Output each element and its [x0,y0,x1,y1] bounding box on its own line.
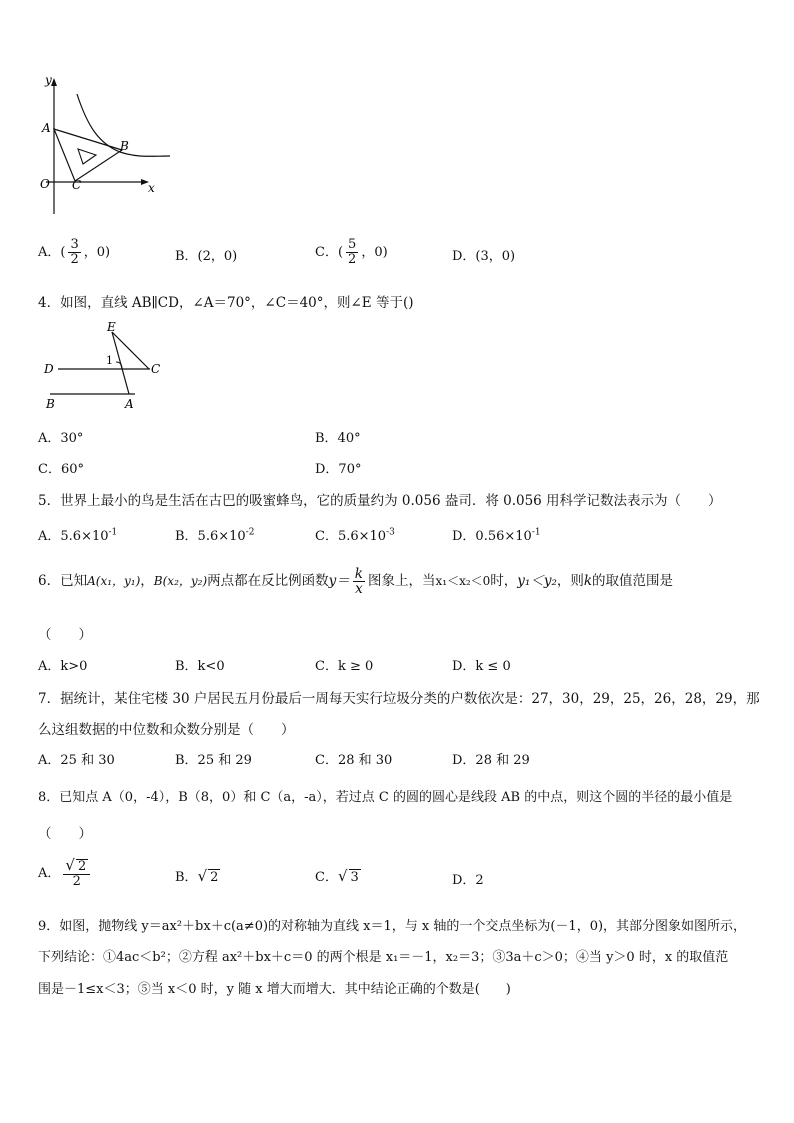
q3-inner-triangle [78,149,96,164]
q3-option-a-suffix: ，0) [83,245,111,260]
q8-option-b[interactable] [175,866,220,885]
q4-stem: 4．如图，直线 AB∥CD，∠A＝70°，∠C＝40°，则∠E 等于() [38,295,414,311]
q6-paren: （ ） [38,627,92,643]
q3-triangle-abc [54,129,122,181]
q6-func-den: x [355,581,363,597]
q9-line-3: 围是－1≤x＜3；⑤当 x＜0 时，y 随 x 增大而增大．其中结论正确的个数是( ) [38,982,511,997]
q6-k: k [583,573,593,589]
q4-label-a: A [125,397,134,411]
q3-option-c-prefix: C．( [315,245,344,260]
q5-option-d[interactable] [452,525,541,544]
q3-option-c-den: 2 [348,252,357,267]
q6-part1: 6．已知 [38,573,88,589]
q4-option-b[interactable]: B．40° [315,431,361,446]
q4-label-c: C [151,362,161,376]
q6-option-c[interactable]: C．k ≥ 0 [315,659,374,674]
q3-option-a-fraction [68,238,80,267]
q8-option-d[interactable]: D．2 [452,873,484,888]
q8-option-a-num [63,858,90,875]
q3-option-a-den: 2 [70,252,79,267]
q6-func-fraction [353,567,365,596]
q3-option-b[interactable]: B．(2，0) [175,249,238,264]
q8-option-a-radical-icon: √ [65,856,75,874]
q9-line-1: 9．如图，抛物线 y＝ax²＋bx＋c(a≠0)的对称轴为直线 x＝1，与 x 轴的一个交点坐标为(－1，0)，其部分图象如图所示， [38,919,747,934]
q3-option-a-num: 3 [70,237,79,252]
q5-option-d-base: D．0.56×10 [452,529,532,544]
q5-option-b-exp: -2 [245,527,255,538]
q6-cond2: y₁＜y₂ [517,573,557,589]
q6-part2: 两点都在反比例函数 [207,573,329,589]
q8-option-c-prefix: C． [315,870,338,885]
q5-option-b[interactable] [175,525,254,544]
q8-option-c-radical-icon: √ [337,867,348,885]
q8-option-b-radicand: 2 [210,870,219,885]
q4-label-e: E [107,320,116,334]
q4-label-1: 1 [106,354,113,367]
q8-option-a-prefix: A． [38,866,61,881]
q6-point-b: B(x₂，y₂) [153,574,208,588]
q6-part5: ，则 [556,573,584,589]
q8-option-a-fraction [63,858,90,889]
q4-label-b: B [46,397,55,411]
q5-option-b-base: B．5.6×10 [175,529,246,544]
q6-part6: 的取值范围是 [592,573,674,589]
q6-cond1: x₁＜x₂＜0 [435,574,491,588]
q6-part4: 时， [490,573,518,589]
q6-func-lhs: y＝ [328,573,350,589]
q6-stem [38,567,673,596]
q7-line-2: 么这组数据的中位数和众数分别是（ ） [38,722,295,738]
q3-option-d[interactable]: D．(3，0) [452,249,516,264]
q4-label-d: D [44,362,54,376]
q4-figure [40,318,170,413]
q8-option-a-den: 2 [72,874,81,889]
q7-line-1: 7．据统计，某住宅楼 30 户居民五月份最后一周每天实行垃圾分类的户数依次是：27，30，29，25，26，28，29，那 [38,691,760,707]
q3-option-a[interactable] [38,238,110,267]
q3-figure [30,72,180,222]
q3-option-c-fraction [346,238,358,267]
q5-option-c-base: C．5.6×10 [315,529,387,544]
q5-option-a-base: A．5.6×10 [38,529,109,544]
q5-stem: 5．世界上最小的鸟是生活在古巴的吸蜜蜂鸟，它的质量约为 0.056 盎司．将 0.056 用科学记数法表示为（ ） [38,493,722,509]
q6-option-d[interactable]: D．k ≤ 0 [452,659,511,674]
q6-option-a[interactable]: A．k>0 [38,659,88,674]
q8-line-2: （ ） [38,826,92,842]
q6-sep: ， [140,573,154,589]
q3-label-x: x [148,181,155,195]
q8-option-c-radicand: 3 [350,870,359,885]
q4-option-d[interactable]: D．70° [315,462,362,477]
q3-label-a: A [42,121,51,135]
q3-label-o: O [40,177,50,191]
q6-func-num: k [354,566,363,582]
q3-option-c-suffix: ，0) [361,245,388,260]
q3-option-a-prefix: A．( [38,245,66,260]
q5-option-a[interactable] [38,525,117,544]
q7-option-b[interactable]: B．25 和 29 [175,753,252,768]
q6-part3: 图象上，当 [367,573,436,589]
q4-option-c[interactable]: C．60° [38,462,84,477]
q3-label-b: B [120,139,129,153]
q6-option-b[interactable]: B．k<0 [175,659,225,674]
q3-label-c: C [72,178,82,192]
q8-option-c[interactable] [315,866,361,885]
q3-y-arrow [51,78,57,86]
q8-option-b-prefix: B． [175,870,198,885]
q9-line-2: 下列结论：①4ac＜b²；②方程 ax²＋bx＋c＝0 的两个根是 x₁＝－1，x₂＝3；③3a＋c＞0；④当 y＞0 时，x 的取值范 [38,950,729,965]
q5-option-a-exp: -1 [108,527,118,538]
q5-option-d-exp: -1 [531,527,541,538]
q5-option-c-exp: -3 [386,527,395,538]
q7-option-a[interactable]: A．25 和 30 [38,753,115,768]
q8-option-b-radical-icon: √ [197,867,208,885]
q6-point-a: A(x₁，y₁) [87,574,141,588]
q3-label-y: y [45,73,52,87]
q8-line-1: 8．已知点 A（0，-4），B（8，0）和 C（a，-a），若过点 C 的圆的圆心是线段 AB 的中点，则这个圆的半径的最小值是 [38,790,733,805]
q8-option-a[interactable] [38,858,93,889]
q7-option-d[interactable]: D．28 和 29 [452,753,530,768]
q7-option-c[interactable]: C．28 和 30 [315,753,393,768]
q5-option-c[interactable] [315,525,395,544]
q4-option-a[interactable]: A．30° [38,431,84,446]
q3-option-c-num: 5 [348,237,357,252]
q8-option-a-radicand: 2 [77,859,87,874]
q3-option-c[interactable] [315,238,388,267]
